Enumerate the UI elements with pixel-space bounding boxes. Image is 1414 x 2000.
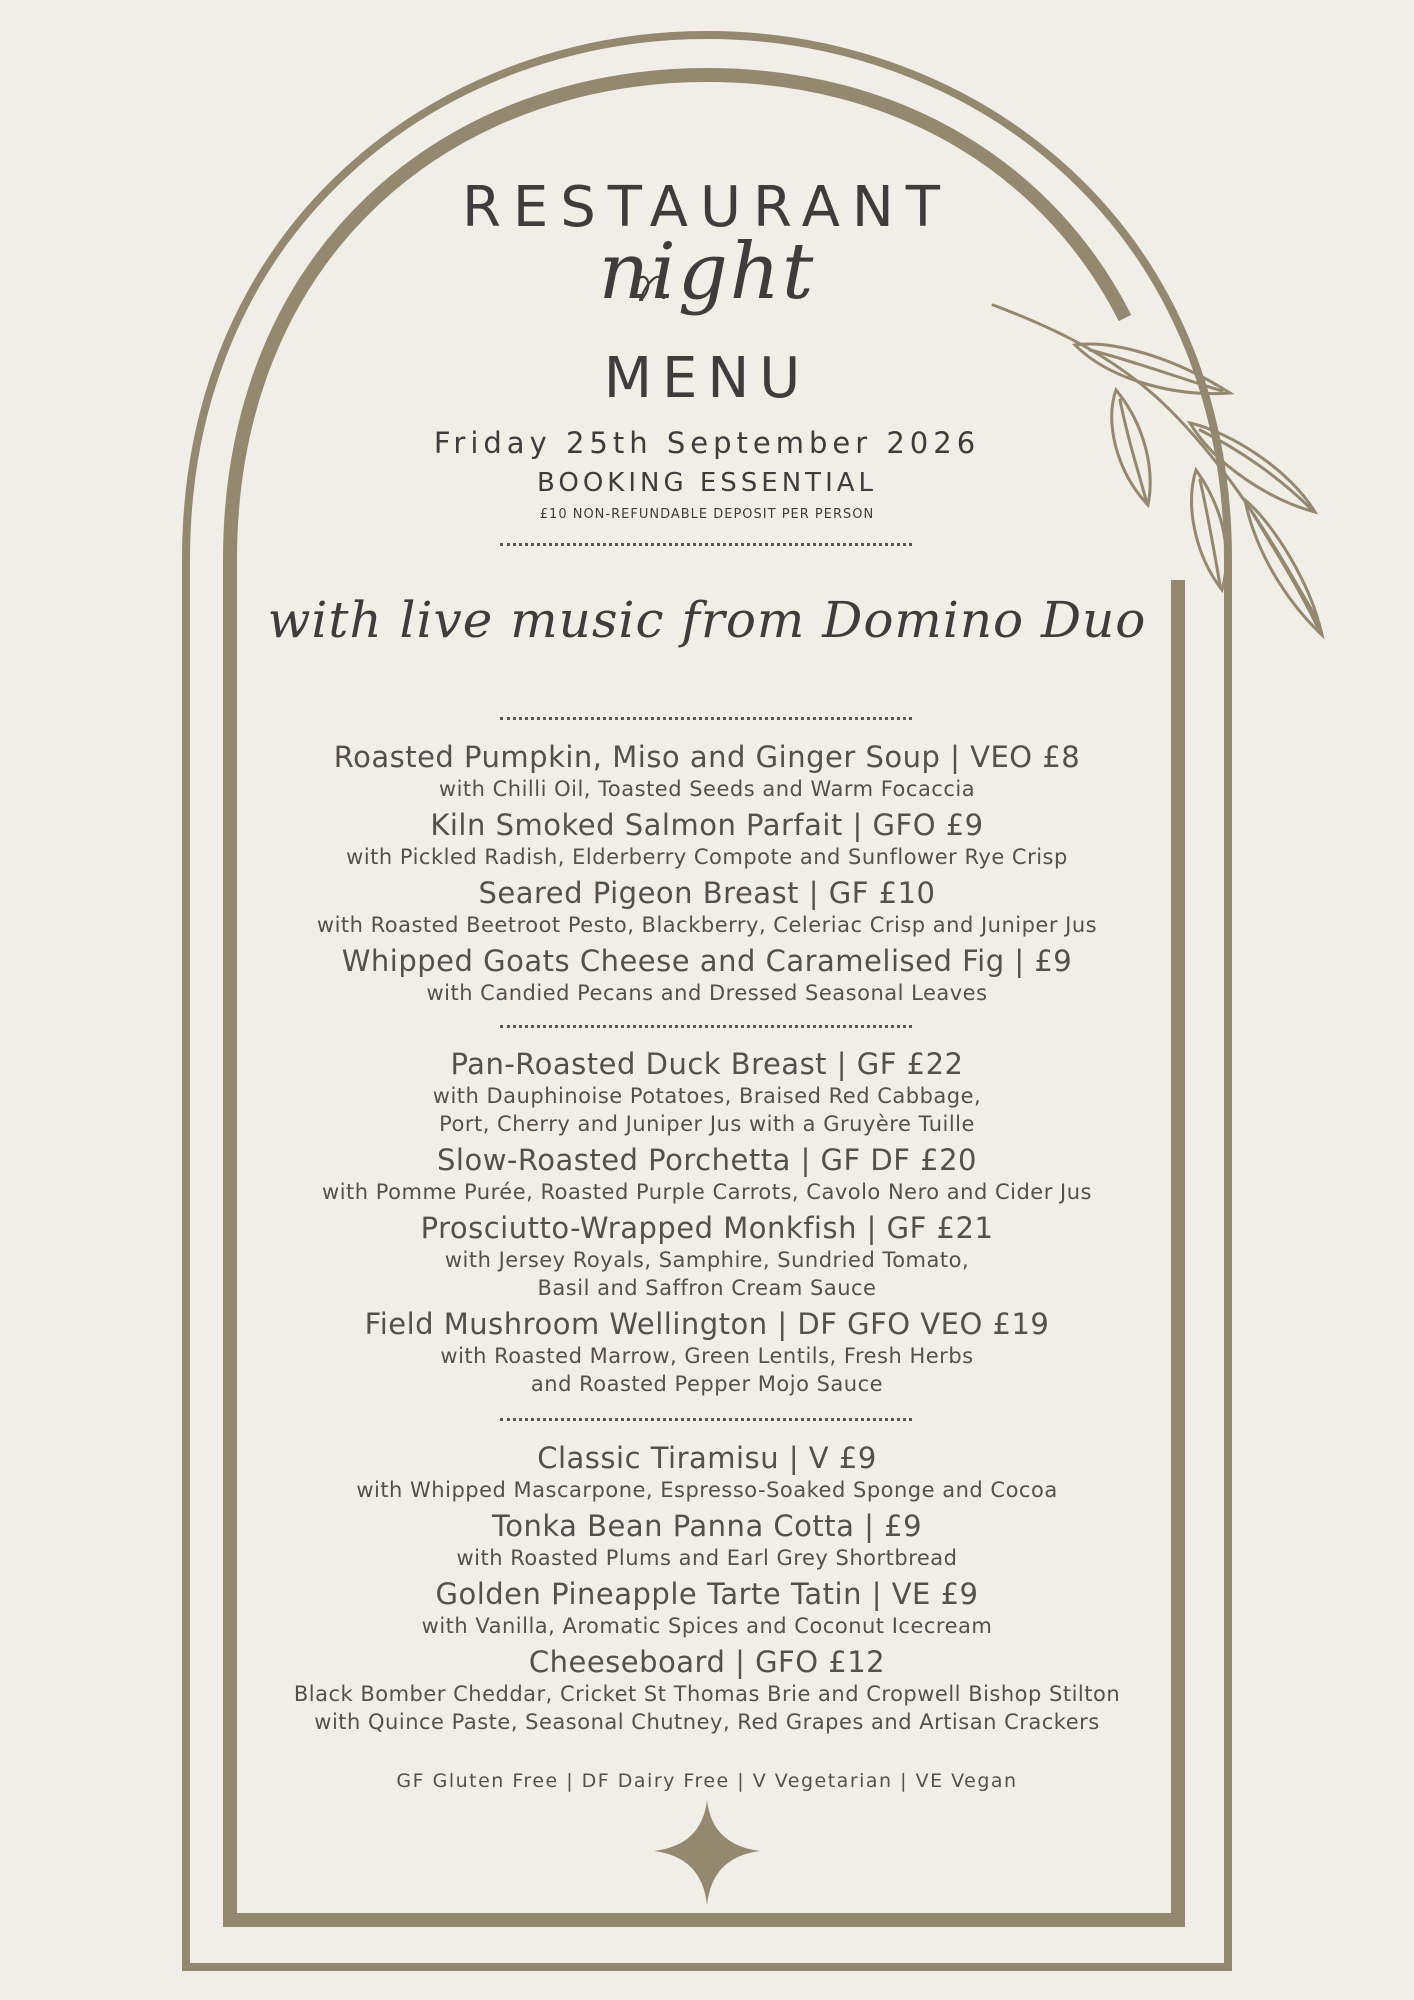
dish-description: with Quince Paste, Seasonal Chutney, Red Grapes and Artisan Crackers — [314, 1710, 1100, 1734]
dish-description: with Roasted Plums and Earl Grey Shortbread — [456, 1546, 958, 1570]
dish — [0, 1142, 1414, 1206]
divider — [500, 717, 912, 720]
mains-section — [0, 1046, 1414, 1398]
dish — [0, 1440, 1414, 1504]
dish — [0, 1306, 1414, 1398]
dish — [0, 875, 1414, 939]
dish-description: with Roasted Beetroot Pesto, Blackberry, Celeriac Crisp and Juniper Jus — [316, 913, 1098, 937]
dish — [0, 1644, 1414, 1736]
dish — [0, 1576, 1414, 1640]
title-restaurant: RESTAURANT — [461, 175, 953, 240]
dish-description: Port, Cherry and Juniper Jus with a Gruyère Tuille — [439, 1112, 975, 1136]
dish-description: Black Bomber Cheddar, Cricket St Thomas Brie and Cropwell Bishop Stilton — [293, 1682, 1121, 1706]
divider — [500, 1025, 912, 1028]
dish — [0, 1508, 1414, 1572]
dish — [0, 1046, 1414, 1138]
dish-description: with Candied Pecans and Dressed Seasonal Leaves — [426, 981, 988, 1005]
dish-name: Prosciutto-Wrapped Monkfish | GF £21 — [420, 1211, 994, 1245]
title-night: night — [598, 227, 816, 317]
title-menu: MENU — [603, 346, 811, 411]
event-date: Friday 25th September 2026 — [433, 426, 981, 460]
dish-description: with Roasted Marrow, Green Lentils, Fresh Herbs — [440, 1344, 974, 1368]
live-music-line: with live music from Domino Duo — [267, 591, 1147, 649]
dish-description: with Dauphinoise Potatoes, Braised Red Cabbage, — [432, 1084, 982, 1108]
dish — [0, 943, 1414, 1007]
dish-name: Golden Pineapple Tarte Tatin | VE £9 — [435, 1577, 979, 1611]
dietary-legend: GF Gluten Free | DF Dairy Free | V Vegetarian | VE Vegan — [396, 1770, 1018, 1792]
divider — [500, 543, 912, 546]
dish-name: Pan-Roasted Duck Breast | GF £22 — [450, 1047, 964, 1081]
dish-description: with Jersey Royals, Samphire, Sundried Tomato, — [444, 1248, 970, 1272]
dish-description: with Chilli Oil, Toasted Seeds and Warm Focaccia — [438, 777, 976, 801]
dish-name: Kiln Smoked Salmon Parfait | GFO £9 — [430, 808, 984, 842]
dish-description: Basil and Saffron Cream Sauce — [537, 1276, 877, 1300]
dish-name: Roasted Pumpkin, Miso and Ginger Soup | VEO £8 — [333, 740, 1081, 774]
dish-name: Slow-Roasted Porchetta | GF DF £20 — [436, 1143, 978, 1177]
dish — [0, 739, 1414, 803]
dish — [0, 807, 1414, 871]
dish-name: Tonka Bean Panna Cotta | £9 — [491, 1509, 923, 1543]
desserts-section — [0, 1440, 1414, 1736]
dish-description: with Pomme Purée, Roasted Purple Carrots, Cavolo Nero and Cider Jus — [322, 1180, 1092, 1204]
dish-name: Classic Tiramisu | V £9 — [537, 1441, 877, 1475]
dish-description: and Roasted Pepper Mojo Sauce — [530, 1372, 884, 1396]
dish-description: with Whipped Mascarpone, Espresso-Soaked Sponge and Cocoa — [356, 1478, 1058, 1502]
dish-name: Seared Pigeon Breast | GF £10 — [478, 876, 936, 910]
dish-name: Field Mushroom Wellington | DF GFO VEO £19 — [364, 1307, 1050, 1341]
deposit-notice: £10 NON-REFUNDABLE DEPOSIT PER PERSON — [539, 507, 875, 522]
dish-description: with Pickled Radish, Elderberry Compote and Sunflower Rye Crisp — [346, 845, 1068, 869]
starters-section — [0, 739, 1414, 1007]
divider — [500, 1418, 912, 1421]
dish-name: Whipped Goats Cheese and Caramelised Fig | £9 — [341, 944, 1073, 978]
booking-notice: BOOKING ESSENTIAL — [536, 468, 878, 498]
dish-name: Cheeseboard | GFO £12 — [528, 1645, 886, 1679]
dish — [0, 1210, 1414, 1302]
dish-description: with Vanilla, Aromatic Spices and Coconut Icecream — [421, 1614, 993, 1638]
